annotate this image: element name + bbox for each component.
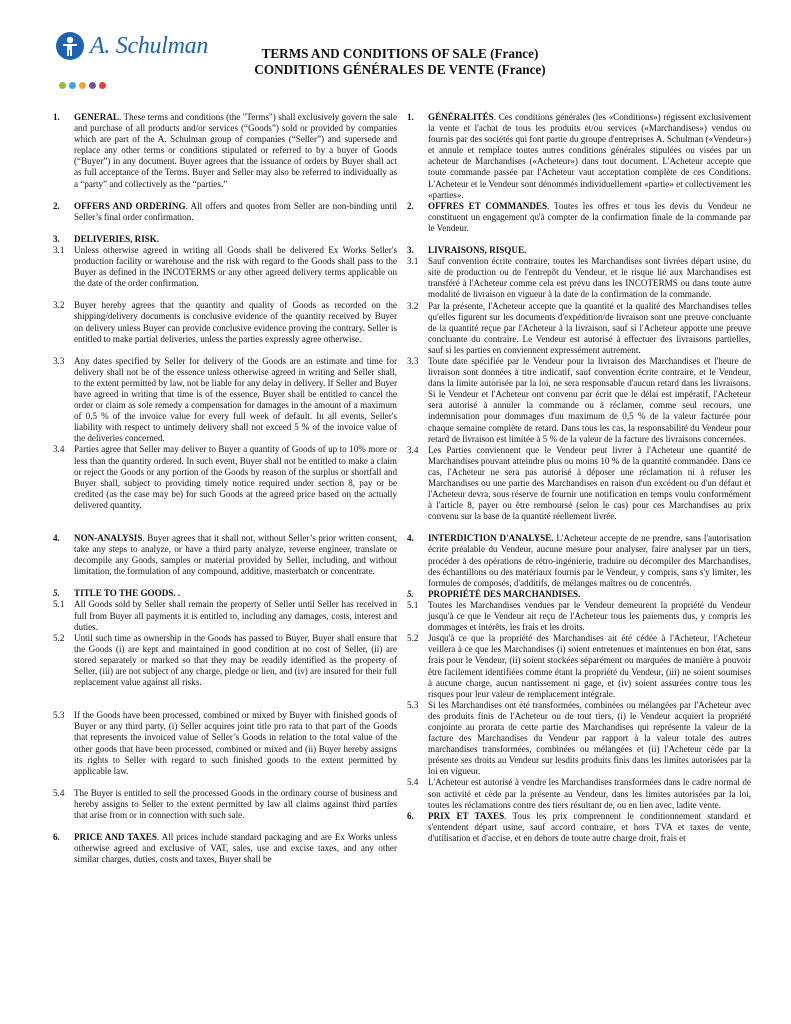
clause-number: 5.4 — [53, 787, 65, 798]
clause-text: If the Goods have been processed, combined or mixed by Buyer with finished goods of Buyer or any third party, (i) Seller acquires joint title pro rata to that part of the Goods that represents the invoiced value of Seller’s Goods in relation to the total value of the other goods that have been processed, combined or mixed and (ii) Buyer hereby assigns its rights to Seller with regard to such finished goods to the extent permitted by applicable law. — [74, 710, 397, 776]
clause-5-1 — [53, 599, 397, 632]
english-column — [53, 112, 397, 865]
company-logo — [56, 32, 208, 60]
clause-3-4 — [53, 444, 397, 511]
clause-3-1 — [407, 256, 751, 300]
clause-text: . Buyer agrees that it shall not, without Seller’s prior written consent, take any steps to analyze, or have a third party analyze, reverse engineer, translate or decompile any Goods, samples or material provided by Seller, including, and without limitation, the formulation of any compound, additive, masterbatch or concentrate. — [74, 533, 397, 577]
clause-5-1 — [407, 600, 751, 633]
clause-number: 4. — [53, 533, 60, 543]
clause-2 — [407, 201, 751, 234]
clause-heading: TITLE TO THE GOODS. . — [74, 588, 181, 599]
clause-heading: OFFERS AND ORDERING — [74, 200, 186, 211]
clause-heading: GENERAL — [74, 112, 119, 122]
french-column — [407, 112, 751, 844]
clause-heading: LIVRAISONS, RISQUE. — [428, 245, 527, 256]
clause-3-4 — [407, 445, 751, 523]
clause-text: L'Acheteur est autorisé à vendre les Marchandises transformées dans le cadre normal de son activité et cède par la présente au Vendeur, dans les limites autorisées par la loi, toutes les réclamations contre des tiers résultant de, ou en lien avec, ladite vente. — [428, 777, 751, 810]
clause-number: 6. — [53, 832, 60, 843]
clause-5-3 — [53, 710, 397, 777]
clause-6 — [407, 811, 751, 844]
clause-text: Parties agree that Seller may deliver to Buyer a quantity of Goods of up to 10% more or less than the quantity ordered. In such event, Buyer shall not be entitled to make a claim or reject the Goods or any portion of the Goods by reason of the surplus or shortfall and Buyer shall, subject to providing timely notice required under section 8, pay or be credited (as the case may be) for such Goods at the agreed price based on the actually delivered quantity. — [74, 444, 397, 510]
clause-number: 3. — [53, 233, 60, 244]
clause-number: 1. — [53, 112, 60, 122]
clause-4 — [53, 533, 397, 577]
brand-dot — [99, 82, 106, 89]
title-french: CONDITIONS GÉNÉRALES DE VENTE (France) — [254, 62, 546, 77]
brand-dots — [59, 82, 106, 89]
clause-3-2 — [53, 300, 397, 344]
clause-text: . All prices include standard packaging and are Ex Works unless otherwise agreed and exclusive of VAT, sales, use and excise taxes, and any other similar charges, duties, costs and taxes, Buyer shall be — [74, 832, 397, 865]
clause-text: . All offers and quotes from Seller are non-binding until Seller’s final order confirmation. — [74, 200, 397, 222]
brand-dot — [69, 82, 76, 89]
clause-text: Par la présente, l'Acheteur accepte que la quantité et la qualité des Marchandises telles qu'elles figurent sur les documents d'expédition/de livraison sont une preuve concluante de la quantité reçue par l'Acheteur à la livraison, sauf si l'Acheteur apporte une preuve concluante du contraire. Le Vendeur est autorisé à effectuer des livraisons partielles, sauf si les parties en conviennent expressément autrement. — [428, 300, 751, 355]
clause-number: 3. — [407, 245, 414, 256]
clause-heading: GÉNÉRALITÉS — [428, 112, 494, 122]
clause-number: 3.1 — [53, 244, 65, 255]
brand-dot — [89, 82, 96, 89]
clause-3-3 — [407, 356, 751, 445]
clause-text: L'Acheteur accepte de ne prendre, sans l'autorisation écrite préalable du Vendeur, aucune mesure pour analyser, faire analyser par un tiers, procéder à des opérations de rétro-ingénierie, traduire ou décompiler des Marchandises, des échantillons ou des matériaux fournis par le Vendeur, y compris, sans s'y limiter, les formules de composés, d'additifs, de mélanges maîtres ou de concentrés. — [428, 533, 751, 588]
clause-5-2 — [53, 633, 397, 688]
clause-number: 3.3 — [53, 355, 65, 366]
clause-heading: PRIX ET TAXES — [428, 810, 505, 821]
clause-number: 6. — [407, 810, 414, 821]
clause-number: 4. — [407, 533, 414, 544]
title-english: TERMS AND CONDITIONS OF SALE (France) — [261, 46, 539, 61]
clause-number: 2. — [53, 200, 60, 211]
clause-text: The Buyer is entitled to sell the processed Goods in the ordinary course of business and hereby assigns to Seller to the extent permitted by law all claims against third parties that arise from or in connection with such sale. — [74, 787, 397, 820]
clause-number: 2. — [407, 200, 414, 211]
clause-text: . These terms and conditions (the "Terms") shall exclusively govern the sale and purchase of all products and/or services (“Goods”) sold or provided by companies which are part of the A. Schulman group of companies (“Seller”) and supersede and replace any other terms or conditions stipulated or referred to by a buyer of Goods (“Buyer”) in any document. Buyer agrees that the issuance of orders by Buyer shall act as full acceptance of the Terms. Buyer and Seller may also be referred to individually as a “party” and collectively as the “parties.” — [74, 112, 397, 189]
clause-5-3 — [407, 700, 751, 778]
clause-text: Sauf convention écrite contraire, toutes les Marchandises sont livrées départ usine, du site de production ou de l'entrepôt du Vendeur, et le risque lié aux Marchandises est transféré à l'Acheteur comme cela est prévu dans les INCOTERMS ou dans toute autre modalité de livraison en vigueur à la date de la confirmation de la commande. — [428, 256, 751, 300]
clause-text: Toutes les Marchandises vendues par le Vendeur demeurent la propriété du Vendeur jusqu'à ce que le Vendeur ait reçu de l'Acheteur tous les paiements dus, y compris les dommages et intérêts, les frais et les droits. — [428, 599, 751, 633]
brand-dot — [59, 82, 66, 89]
clause-heading: DELIVERIES, RISK. — [74, 233, 160, 244]
clause-2 — [53, 201, 397, 223]
clause-number: 5.4 — [407, 777, 419, 788]
clause-5-2 — [407, 633, 751, 700]
clause-text: Unless otherwise agreed in writing all Goods shall be delivered Ex Works Seller's production facility or warehouse and the risk with regard to the Goods shall pass to the Buyer as defined in the INCOTERMS or any other agreed delivery terms applicable on the date of the order confirmation. — [74, 244, 397, 289]
clause-3-3 — [53, 356, 397, 445]
clause-number: 3.1 — [407, 256, 419, 267]
clause-3 — [407, 245, 751, 256]
clause-3-2 — [407, 301, 751, 356]
clause-heading: INTERDICTION D'ANALYSE. — [428, 533, 554, 544]
clause-heading: PRICE AND TAXES — [74, 832, 157, 843]
clause-text: All Goods sold by Seller shall remain the property of Seller until Seller has received in full from Buyer all payments it is entitled to, including any damages, costs, interest and duties. — [74, 599, 397, 632]
document-title — [235, 46, 565, 78]
clause-number: 3.2 — [407, 300, 419, 311]
clause-number: 5.3 — [53, 710, 65, 721]
brand-dot — [79, 82, 86, 89]
clause-number: 5.1 — [53, 599, 65, 610]
clause-number: 5. — [53, 588, 60, 599]
clause-3-1 — [53, 245, 397, 289]
clause-text: . Ces conditions générales (les «Conditions») régissent exclusivement la vente et l'achat de tous les produits et/ou services («Marchandises») vendus ou fournis par des sociétés qui font partie du groupe d'entreprises A. Schulman («Vendeur») et annule et remplace toutes autres conditions générales stipulées ou visées par un acheteur de Marchandises («Acheteur») dans tout document. L'Acheteur accepte que toute commande passée par l'Acheteur vaut acceptation complète de ces Conditions. L'Acheteur et le Vendeur sont dénommés individuellement «partie» et collectivement les «parties». — [428, 112, 751, 200]
clause-1 — [407, 112, 751, 201]
clause-text: . Tous les prix comprennent le conditionnement standard et s'entendent départ usine, sauf accord contraire, et hors TVA et taxes de vente, d'utilisation et d'accise, et en dehors de toute autre charge droit, frais et — [428, 810, 751, 843]
clause-heading: OFFRES ET COMMANDES — [428, 200, 548, 211]
clause-number: 1. — [407, 112, 414, 122]
clause-number: 5. — [407, 588, 414, 599]
logo-text: A. Schulman — [90, 32, 209, 59]
clause-4 — [407, 533, 751, 588]
clause-number: 3.2 — [53, 300, 65, 311]
clause-number: 5.2 — [407, 633, 419, 644]
clause-number: 3.4 — [53, 444, 65, 455]
clause-text: Si les Marchandises ont été transformées, combinées ou mélangées par l'Acheteur avec des produits finis de l'Acheteur ou de tout tiers, (i) le Vendeur acquiert la propriété conjointe au prorata de cette partie des Marchandises qui représente la valeur de la facture des Marchandises du Vendeur par rapport à la valeur totale des autres marchandises transformées, combinées ou mélangées et (ii) l'Acheteur cède par la présente ses droits au Vendeur sur lesdits produits finis dans les limites autorisées par la loi en vigueur. — [428, 699, 751, 777]
clause-text: Les Parties conviennent que le Vendeur peut livrer à l'Acheteur une quantité de Marchandises pouvant atteindre plus ou moins 10 % de la quantité commandée. Dans ce cas, l'Acheteur ne sera pas autorisé à déposer une réclamation ni à refuser les Marchandises ou une partie des Marchandises en raison d'un excédent ou d'un défaut et l'Acheteur devra, sous réserve de fournir une notification en temps voulu conformément à l'article 8, payer ou être remboursé (selon le cas) pour ces Marchandises au prix convenu sur la base de la quantité réellement livrée. — [428, 444, 751, 522]
clause-text: Toute date spécifiée par le Vendeur pour la livraison des Marchandises et l'heure de livraison sont données à titre indicatif, sauf convention écrite contraire, et le Vendeur, dans la limite autorisée par la loi, ne sera responsable d'aucun retard dans les livraisons. Si le Vendeur et l'Acheteur ont convenu par écrit que le délai est impératif, l'Acheteur sera autorisé à annuler la commande ou à réclamer, comme seul recours, une indemnisation pour dommages d'un maximum de 0,5 % de la valeur facturée pour chaque semaine complète de retard. Dans tous les cas, la responsabilité du Vendeur pour retard de livraison est limitée à 5 % de la valeur de la facture des livraisons concernées. — [428, 355, 751, 444]
clause-text: Any dates specified by Seller for delivery of the Goods are an estimate and time for delivery shall not be of the essence unless otherwise agreed in writing and Seller shall, to the extent permitted by law, not be liable for any delay in delivery. If Seller and Buyer have agreed in writing that time is of the essence, Buyer shall be entitled to cancel the order or claim as sole remedy a compensation for damages in the amount of a maximum of 0.5 % of the invoice value for every full week of default. In all events, Seller's liability with respect to untimely delivery shall not exceed 5 % of the invoice value of the deliveries concerned. — [74, 355, 397, 444]
clause-5 — [407, 589, 751, 600]
clause-5-4 — [407, 777, 751, 810]
clause-5-4 — [53, 788, 397, 821]
person-icon — [56, 32, 84, 60]
clause-number: 5.2 — [53, 632, 65, 643]
clause-number: 5.1 — [407, 599, 419, 610]
clause-number: 3.4 — [407, 444, 419, 455]
clause-number: 3.3 — [407, 355, 419, 366]
clause-heading: NON-ANALYSIS — [74, 533, 143, 543]
document-header — [0, 0, 791, 110]
clause-text: . Toutes les offres et tous les devis du Vendeur ne constituent un engagement qu'à compter de la confirmation finale de la commande par le Vendeur. — [428, 200, 751, 233]
clause-heading: PROPRIÉTÉ DES MARCHANDISES. — [428, 588, 581, 599]
clause-text: Jusqu'à ce que la propriété des Marchandises ait été cédée à l'Acheteur, l'Acheteur veillera à ce que les Marchandises (i) soient entretenues et maintenues en bon état, sans frais pour le Vendeur, (ii) soient stockées séparément ou marquées de manière à pouvoir être facilement identifiées comme étant la propriété du Vendeur, (iii) ne soient soumises à aucune charge, aucun nantissement ni gage, et (iv) soient assurées contre tous les risques pour leur valeur de remplacement intégrale. — [428, 633, 751, 699]
clause-text: Until such time as ownership in the Goods has passed to Buyer, Buyer shall ensure that the Goods (i) are kept and maintained in good condition at no cost of Seller, (ii) are stored separately or marked so that they may be readily identified as the property of Seller, (iii) are not subject of any charge, pledge or lien, and (iv) are insured for their full replacement value against all risks. — [74, 632, 397, 688]
clause-3 — [53, 234, 397, 245]
clause-1 — [53, 112, 397, 190]
clause-number: 5.3 — [407, 699, 419, 710]
clause-6 — [53, 832, 397, 865]
clause-text: Buyer hereby agrees that the quantity and quality of Goods as recorded on the shipping/delivery documents is conclusive evidence of the quantity received by Buyer on delivery unless Buyer can provide conclusive evidence proving the contrary. Seller is entitled to make partial deliveries, unless the parties expressly agree otherwise. — [74, 300, 397, 344]
clause-5 — [53, 588, 397, 599]
